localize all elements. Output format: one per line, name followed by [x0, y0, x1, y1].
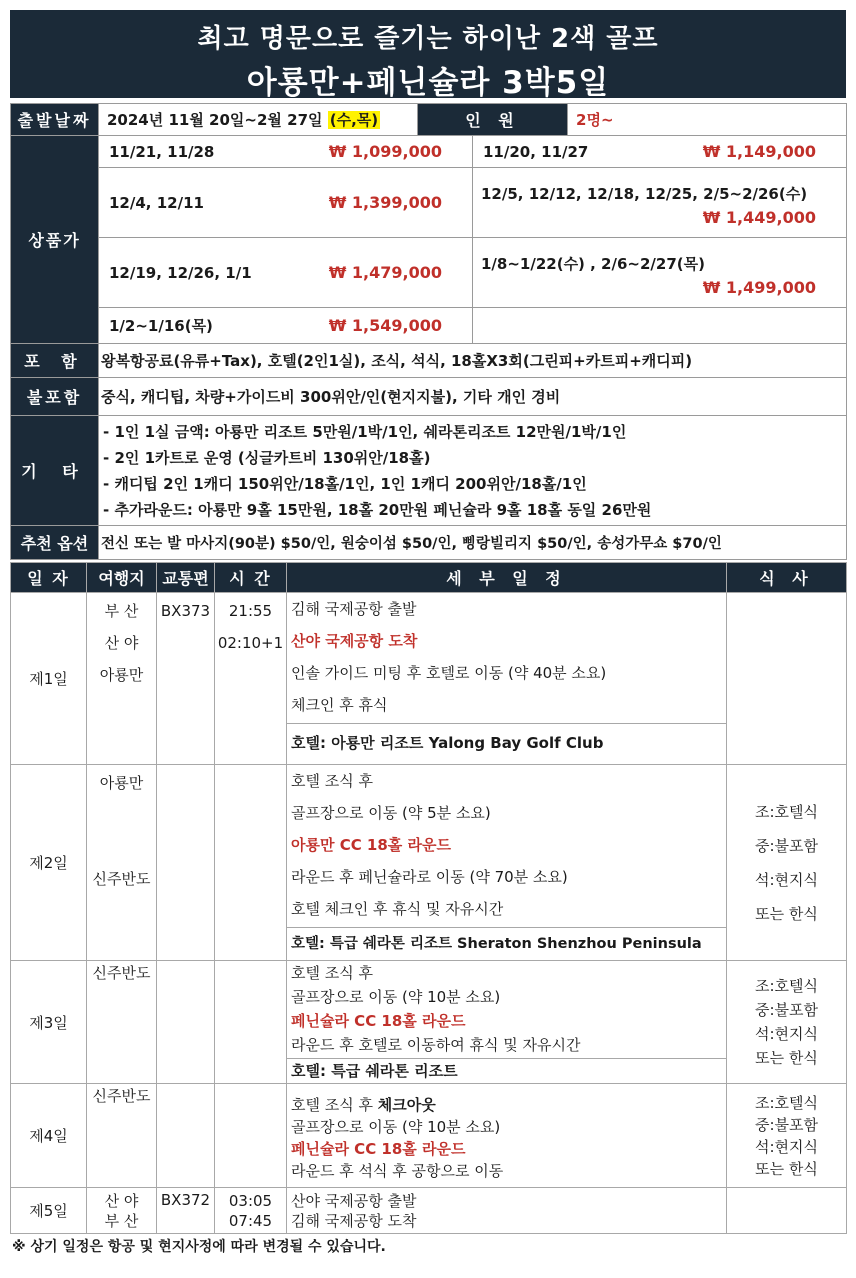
day-meals	[727, 1188, 847, 1234]
day-transport: BX373	[157, 593, 215, 765]
etc-line: - 추가라운드: 아룡만 9홀 15만원, 18홀 20만원 페닌슐라 9홀 18홀 동일 26만원	[103, 500, 652, 519]
day-meals: 조:호텔식 중:불포함 석:현지식 또는 한식	[727, 765, 847, 961]
banner-line-2: 아룡만+페닌슐라 3박5일	[246, 65, 610, 101]
banner-line-1: 최고 명문으로 즐기는 하이난 2색 골프	[197, 24, 659, 54]
day-times	[215, 765, 287, 961]
schedule-row	[11, 1188, 847, 1234]
price-cell-3: 12/4, 12/11 ₩ 1,399,000	[99, 168, 473, 238]
day-places: 아룡만 신주반도	[87, 765, 157, 961]
etc-line: - 1인 1실 금액: 아룡만 리조트 5만원/1박/1인, 쉐라톤리조트 12만원/1박/1인	[103, 422, 627, 441]
people-label: 인 원	[418, 104, 568, 136]
col-time: 시 간	[215, 563, 287, 593]
day-times	[215, 961, 287, 1084]
etc-label: 기 타	[11, 416, 99, 526]
col-place: 여행지	[87, 563, 157, 593]
price-cell-7: 1/2~1/16(목) ₩ 1,549,000	[99, 308, 473, 344]
schedule-row	[11, 765, 847, 961]
schedule-table	[10, 562, 847, 1234]
day-times: 21:55 02:10+1	[215, 593, 287, 765]
col-day: 일 자	[11, 563, 87, 593]
include-label: 포 함	[11, 344, 99, 378]
day-transport	[157, 1084, 215, 1188]
col-transport: 교통편	[157, 563, 215, 593]
day-times	[215, 1084, 287, 1188]
hotel-name: 호텔: 아룡만 리조트 Yalong Bay Golf Club	[287, 723, 726, 762]
day-transport	[157, 765, 215, 961]
footnote: ※ 상기 일정은 항공 및 현지사정에 따라 변경될 수 있습니다.	[12, 1239, 386, 1255]
price-cell-1: 11/21, 11/28 ₩ 1,099,000	[99, 136, 473, 168]
info-table	[10, 103, 847, 560]
hotel-name: 호텔: 특급 쉐라톤 리조트 Sheraton Shenzhou Peninsula	[287, 927, 726, 960]
day-details: 호텔 조식 후 골프장으로 이동 (약 5분 소요) 아룡만 CC 18홀 라운드 라운드 후 페닌슐라로 이동 (약 70분 소요) 호텔 체크인 후 휴식 및 자유시간 호텔: 특급 쉐라톤 리조트 Sheraton Shenzhou Peninsula	[287, 765, 727, 961]
day-meals	[727, 593, 847, 765]
schedule-row	[11, 593, 847, 765]
day-details: 호텔 조식 후 골프장으로 이동 (약 10분 소요) 페닌슐라 CC 18홀 라운드 라운드 후 호텔로 이동하여 휴식 및 자유시간 호텔: 특급 쉐라톤 리조트	[287, 961, 727, 1084]
day-details: 호텔 조식 후 체크아웃 골프장으로 이동 (약 10분 소요) 페닌슐라 CC 18홀 라운드 라운드 후 석식 후 공항으로 이동	[287, 1084, 727, 1188]
day-label: 제3일	[11, 961, 87, 1084]
day-places: 신주반도	[87, 961, 157, 1084]
people-value: 2명~	[568, 104, 847, 136]
day-places: 부 산 산 야 아룡만	[87, 593, 157, 765]
etc-line: - 2인 1카트로 운영 (싱글카트비 130위안/18홀)	[103, 448, 431, 467]
price-label: 상품가	[11, 136, 99, 344]
day-label: 제4일	[11, 1084, 87, 1188]
day-label: 제1일	[11, 593, 87, 765]
etc-value	[99, 416, 847, 526]
price-cell-empty	[473, 308, 847, 344]
price-cell-4: 12/5, 12/12, 12/18, 12/25, 2/5~2/26(수) ₩ 1,449,000	[473, 168, 847, 238]
departure-label: 출발날짜	[11, 104, 99, 136]
day-details: 김해 국제공항 출발 산야 국제공항 도착 인솔 가이드 미팅 후 호텔로 이동 (약 40분 소요) 체크인 후 휴식 호텔: 아룡만 리조트 Yalong Bay Golf Club	[287, 593, 727, 765]
option-label: 추천 옵션	[11, 526, 99, 560]
schedule-row	[11, 1084, 847, 1188]
hotel-name: 호텔: 특급 쉐라톤 리조트	[287, 1058, 726, 1083]
day-meals: 조:호텔식 중:불포함 석:현지식 또는 한식	[727, 1084, 847, 1188]
price-cell-5: 12/19, 12/26, 1/1 ₩ 1,479,000	[99, 238, 473, 308]
day-transport: BX372	[157, 1188, 215, 1234]
day-details: 산야 국제공항 출발 김해 국제공항 도착	[287, 1188, 727, 1234]
option-value: 전신 또는 발 마사지(90분) $50/인, 원숭이섬 $50/인, 삥랑빌리지 $50/인, 송성가무쇼 $70/인	[99, 526, 847, 560]
schedule-row	[11, 961, 847, 1084]
day-places: 신주반도	[87, 1084, 157, 1188]
day-label: 제2일	[11, 765, 87, 961]
day-label: 제5일	[11, 1188, 87, 1234]
departure-value: 2024년 11월 20일~2월 27일 (수,목)	[99, 104, 418, 136]
day-times: 03:05 07:45	[215, 1188, 287, 1234]
etc-line: - 캐디팁 2인 1캐디 150위안/18홀/1인, 1인 1캐디 200위안/18홀/1인	[103, 474, 587, 493]
day-places: 산 야 부 산	[87, 1188, 157, 1234]
price-cell-2: 11/20, 11/27 ₩ 1,149,000	[473, 136, 847, 168]
include-value: 왕복항공료(유류+Tax), 호텔(2인1실), 조식, 석식, 18홀X3회(그린피+카트피+캐디피)	[99, 344, 847, 378]
exclude-label: 불포함	[11, 378, 99, 416]
title-banner	[10, 10, 846, 101]
col-meal: 식 사	[727, 563, 847, 593]
day-meals: 조:호텔식 중:불포함 석:현지식 또는 한식	[727, 961, 847, 1084]
col-detail: 세 부 일 정	[287, 563, 727, 593]
exclude-value: 중식, 캐디팁, 차량+가이드비 300위안/인(현지지불), 기타 개인 경비	[99, 378, 847, 416]
price-cell-6: 1/8~1/22(수) , 2/6~2/27(목) ₩ 1,499,000	[473, 238, 847, 308]
day-transport	[157, 961, 215, 1084]
departure-days: (수,목)	[329, 111, 379, 129]
